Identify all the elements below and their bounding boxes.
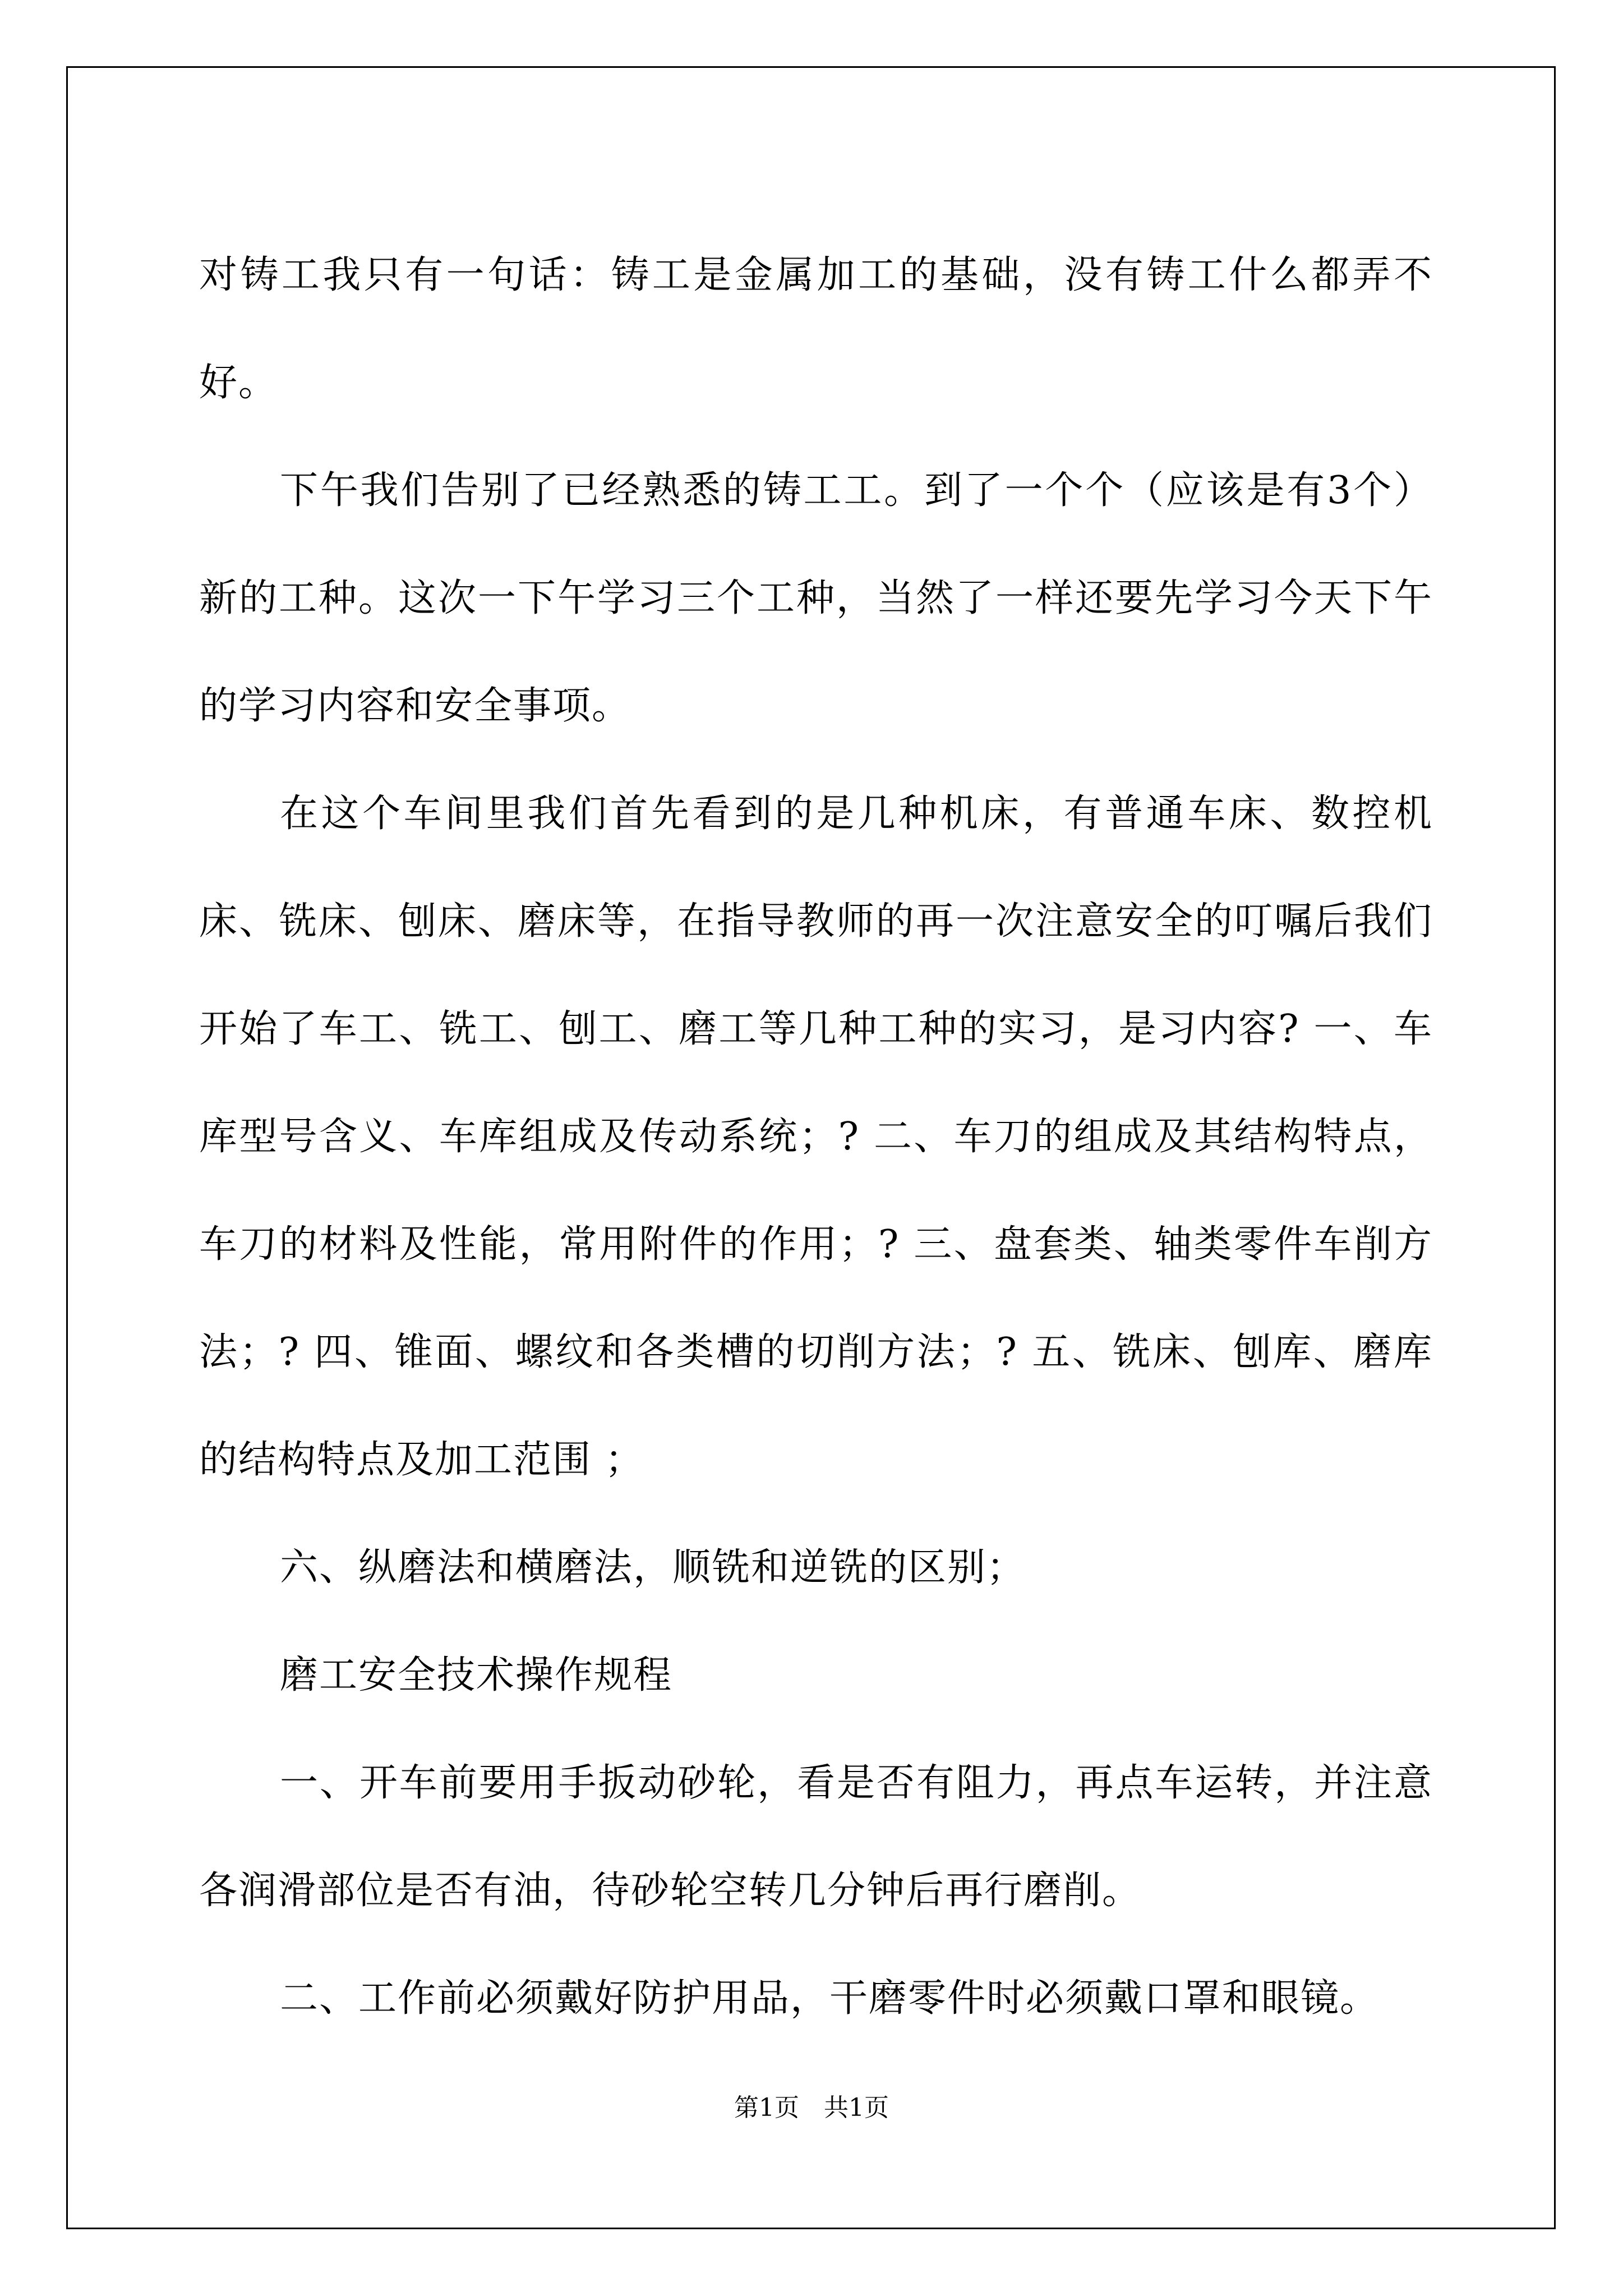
- page-footer: [0, 2091, 1623, 2125]
- paragraph: 一、开车前要用手扳动砂轮，看是否有阻力，再点车运转，并注意各润滑部位是否有油，待砂轮空转几分钟后再行磨削。: [199, 1761, 1433, 1913]
- paragraph: 二、工作前必须戴好防护用品，干磨零件时必须戴口罩和眼镜。: [280, 1976, 1380, 2021]
- paragraph: 在这个车间里我们首先看到的是几种机床，有普通车床、数控机床、铣床、刨床、磨床等，在指导教师的再一次注意安全的叮嘱后我们开始了车工、铣工、刨工、磨工等几种工种的实习，是习内容? 一、车库型号含义、车库组成及传动系统；? 二、车刀的组成及其结构特点，车刀的材料及性能，常用附件的作用；? 三、盘套类、轴类零件车削方法；? 四、锥面、螺纹和各类槽的切削方法；? 五、铣床、刨库、磨库的结构特点及加工范围 ；: [199, 792, 1433, 1482]
- paragraph: 六、纵磨法和横磨法，顺铣和逆铣的区别；: [280, 1545, 1026, 1590]
- paragraph: 下午我们告别了已经熟悉的铸工工。到了一个个（应该是有3个）新的工种。这次一下午学习三个工种，当然了一样还要先学习今天下午的学习内容和安全事项。: [199, 468, 1433, 728]
- paragraph: 磨工安全技术操作规程: [280, 1653, 673, 1697]
- paragraph: 对铸工我只有一句话：铸工是金属加工的基础，没有铸工什么都弄不好。: [199, 253, 1433, 405]
- document-body: [199, 222, 1433, 2053]
- page-total: 共1页: [824, 2093, 889, 2122]
- page-number: 第1页: [734, 2093, 799, 2122]
